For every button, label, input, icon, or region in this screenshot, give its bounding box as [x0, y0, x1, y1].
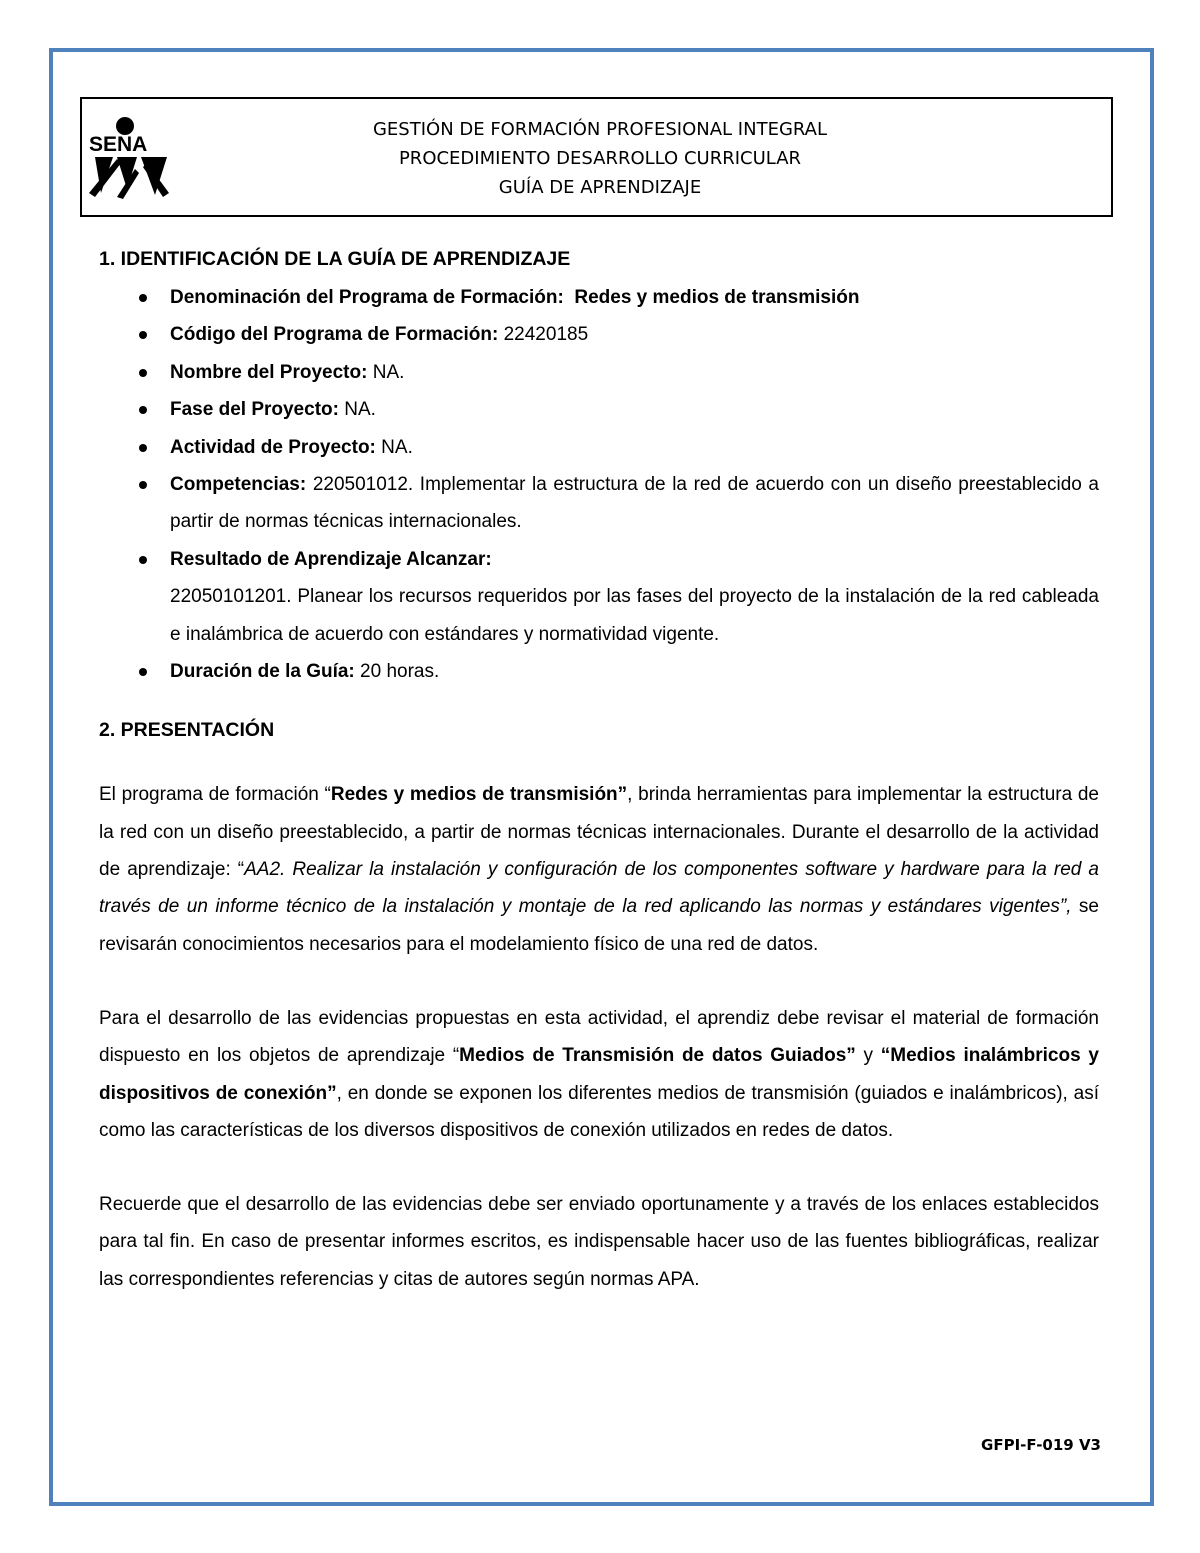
header-line-1: GESTIÓN DE FORMACIÓN PROFESIONAL INTEGRAL — [372, 119, 828, 140]
sena-logo — [87, 113, 171, 203]
learning-object-1: Medios de Transmisión de datos Guiados” — [459, 1045, 856, 1067]
activity-name: AA2. Realizar la instalación y configuración de los componentes software y hardware para la red a través de un informe técnico de la instalación y montaje de la red aplicando las normas y estándares vigentes”, — [99, 859, 1099, 918]
bullet-icon — [139, 406, 147, 414]
text-run: Para el desarrollo de las evidencias propuestas en esta actividad, el aprendiz debe revisar el material de formación dispuesto en los objetos de aprendizaje “ — [99, 1007, 1099, 1067]
section-2-title: 2. PRESENTACIÓN — [99, 719, 275, 742]
logo-text: SENA — [89, 133, 148, 156]
list-item — [99, 391, 1099, 428]
item-value: NA. — [344, 399, 376, 421]
bullet-icon — [139, 481, 147, 489]
form-code: GFPI-F-019 V3 — [981, 1436, 1101, 1454]
identification-list — [99, 279, 1099, 690]
item-label: Nombre del Proyecto: — [170, 361, 368, 383]
bullet-icon — [139, 668, 147, 676]
item-label: Duración de la Guía: — [170, 661, 355, 683]
header-line-2: PROCEDIMIENTO DESARROLLO CURRICULAR — [398, 148, 802, 169]
list-item — [99, 316, 1099, 353]
bullet-icon — [139, 444, 147, 452]
item-value: 22050101201. Planear los recursos requeridos por las fases del proyecto de la instalación de la red cableada e inalámbrica de acuerdo con estándares y normatividad vigente. — [170, 586, 1099, 645]
document-body — [99, 243, 1099, 1298]
list-item — [99, 466, 1099, 541]
text-run: , brinda herramientas para implementar la estructura de la red con un diseño preestablecido, a partir de normas técnicas internacionales. Durante el desarrollo de la actividad de aprendizaje: “ — [99, 784, 1099, 881]
list-item — [99, 541, 1099, 653]
list-item — [99, 429, 1099, 466]
section-1-title: 1. IDENTIFICACIÓN DE LA GUÍA DE APRENDIZAJE — [99, 248, 571, 270]
presentation-paragraph-1 — [99, 776, 1099, 962]
item-value: 22420185 — [503, 324, 589, 346]
learning-object-2: “Medios inalámbricos y dispositivos de conexión” — [99, 1045, 1099, 1104]
text-run: , en donde se exponen los diferentes medios de transmisión (guiados e inalámbricos), así como las características de los diversos dispositivos de conexión utilizados en redes de datos. — [99, 1082, 1099, 1141]
item-label: Código del Programa de Formación: — [170, 324, 499, 346]
presentation-paragraph-2 — [99, 1000, 1099, 1149]
item-label: Denominación del Programa de Formación: — [170, 287, 564, 308]
item-value: NA. — [381, 436, 413, 458]
item-value: 220501012. Implementar la estructura de la red de acuerdo con un diseño preestablecido a partir de normas técnicas internacionales. — [170, 474, 1100, 533]
bullet-icon — [139, 294, 147, 302]
item-value: NA. — [372, 361, 405, 383]
item-label: Actividad de Proyecto: — [170, 436, 376, 458]
item-label: Resultado de Aprendizaje Alcanzar: — [170, 548, 492, 570]
header-titles — [180, 115, 1020, 202]
item-value: 20 horas. — [360, 661, 440, 683]
item-label: Competencias: — [170, 474, 307, 496]
text-run: y — [855, 1045, 881, 1067]
header-line-3: GUÍA DE APRENDIZAJE — [498, 177, 702, 198]
text-run: El programa de formación “ — [99, 784, 331, 806]
bullet-icon — [139, 331, 147, 339]
item-value: Redes y medios de transmisión — [574, 287, 860, 308]
list-item — [99, 653, 1099, 690]
presentation-paragraph-3: Recuerde que el desarrollo de las evidencias debe ser enviado oportunamente y a través de los enlaces establecidos para tal fin. En caso de presentar informes escritos, es indispensable hacer uso de las fuentes bibliográficas, realizar las correspondientes referencias y citas de autores según normas APA. — [99, 1194, 1099, 1290]
text-run: se revisarán conocimientos necesarios para el modelamiento físico de una red de datos. — [99, 896, 1099, 955]
bullet-icon — [139, 556, 147, 564]
list-item — [99, 279, 1099, 316]
list-item — [99, 354, 1099, 391]
program-name: Redes y medios de transmisión” — [330, 784, 628, 806]
item-label: Fase del Proyecto: — [170, 399, 339, 421]
bullet-icon — [139, 369, 147, 377]
